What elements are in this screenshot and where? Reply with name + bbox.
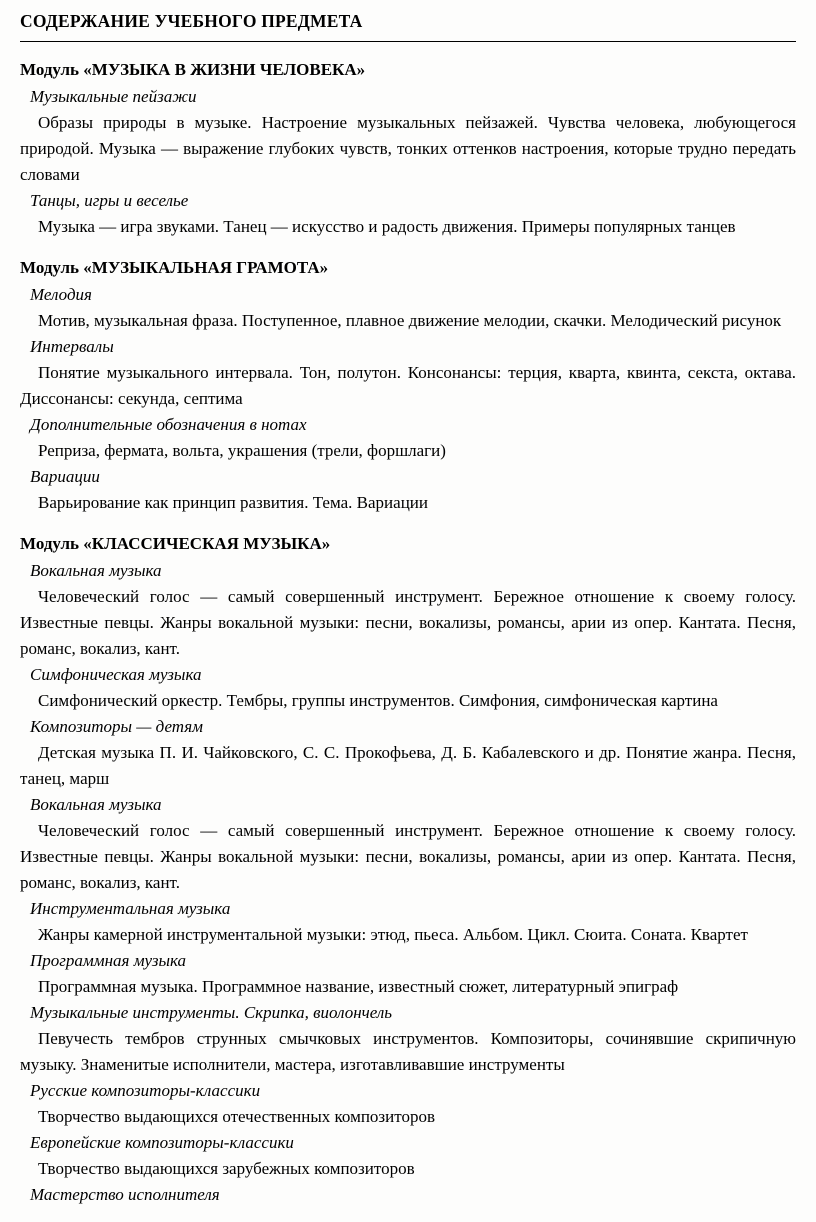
topic-description: Детская музыка П. И. Чайковского, С. С. Прокофьева, Д. Б. Кабалевского и др. Понятие жанра. Песня, танец, марш <box>20 743 796 788</box>
topic-description: Человеческий голос — самый совершенный инструмент. Бережное отношение к своему голосу. Известные певцы. Жанры вокальной музыки: песни, вокализы, романсы, арии из опер. Кантата. Песня, романс, вокализ, кант. <box>20 821 796 892</box>
title-rule <box>20 41 796 42</box>
topic-description: Образы природы в музыке. Настроение музыкальных пейзажей. Чувства человека, любующегося природой. Музыка — выражение глубоких чувств, тонких оттенков настроения, которые трудно передать словами <box>20 113 796 184</box>
topic-description: Жанры камерной инструментальной музыки: этюд, пьеса. Альбом. Цикл. Сюита. Соната. Квартет <box>38 925 748 944</box>
topic-description: Мотив, музыкальная фраза. Поступенное, плавное движение мелодии, скачки. Мелодический рисунок <box>38 311 782 330</box>
topic-description: Программная музыка. Программное название, известный сюжет, литературный эпиграф <box>38 977 679 996</box>
module-section <box>20 531 796 1208</box>
topic-heading: Вариации <box>30 467 100 486</box>
module-heading: Модуль «МУЗЫКА В ЖИЗНИ ЧЕЛОВЕКА» <box>20 60 366 79</box>
topic-heading: Мелодия <box>30 285 92 304</box>
topic-heading: Русские композиторы-классики <box>30 1081 261 1100</box>
topic-heading: Дополнительные обозначения в нотах <box>30 415 307 434</box>
topic-heading: Интервалы <box>30 337 114 356</box>
topic-heading: Европейские композиторы-классики <box>30 1133 294 1152</box>
topic-description: Понятие музыкального интервала. Тон, полутон. Консонансы: терция, кварта, квинта, секста, октава. Диссонансы: секунда, септима <box>20 363 796 408</box>
topic-heading: Мастерство исполнителя <box>30 1185 220 1204</box>
topic-heading: Вокальная музыка <box>30 561 162 580</box>
module-section <box>20 255 796 516</box>
page-title: СОДЕРЖАНИЕ УЧЕБНОГО ПРЕДМЕТА <box>20 11 363 31</box>
topic-description: Симфонический оркестр. Тембры, группы инструментов. Симфония, симфоническая картина <box>38 691 718 710</box>
topic-heading: Программная музыка <box>30 951 187 970</box>
topic-description: Человеческий голос — самый совершенный инструмент. Бережное отношение к своему голосу. Известные певцы. Жанры вокальной музыки: песни, вокализы, романсы, арии из опер. Кантата. Песня, романс, вокализ, кант. <box>20 587 796 658</box>
topic-description: Творчество выдающихся отечественных композиторов <box>38 1107 435 1126</box>
module-section <box>20 57 796 240</box>
topic-heading: Музыкальные пейзажи <box>30 87 197 106</box>
topic-description: Музыка — игра звуками. Танец — искусство и радость движения. Примеры популярных танцев <box>38 217 736 236</box>
document-content <box>20 57 796 1208</box>
topic-description: Творчество выдающихся зарубежных композиторов <box>38 1159 415 1178</box>
topic-description: Реприза, фермата, вольта, украшения (трели, форшлаги) <box>38 441 446 460</box>
module-heading: Модуль «МУЗЫКАЛЬНАЯ ГРАМОТА» <box>20 258 329 277</box>
topic-heading: Композиторы — детям <box>30 717 204 736</box>
topic-description: Варьирование как принцип развития. Тема. Вариации <box>38 493 428 512</box>
topic-description: Певучесть тембров струнных смычковых инструментов. Композиторы, сочинявшие скрипичную музыку. Знаменитые исполнители, мастера, изготавливавшие инструменты <box>20 1029 796 1074</box>
topic-heading: Танцы, игры и веселье <box>30 191 189 210</box>
topic-heading: Музыкальные инструменты. Скрипка, виолончель <box>30 1003 393 1022</box>
module-heading: Модуль «КЛАССИЧЕСКАЯ МУЗЫКА» <box>20 534 331 553</box>
topic-heading: Инструментальная музыка <box>30 899 231 918</box>
topic-heading: Симфоническая музыка <box>30 665 202 684</box>
topic-heading: Вокальная музыка <box>30 795 162 814</box>
